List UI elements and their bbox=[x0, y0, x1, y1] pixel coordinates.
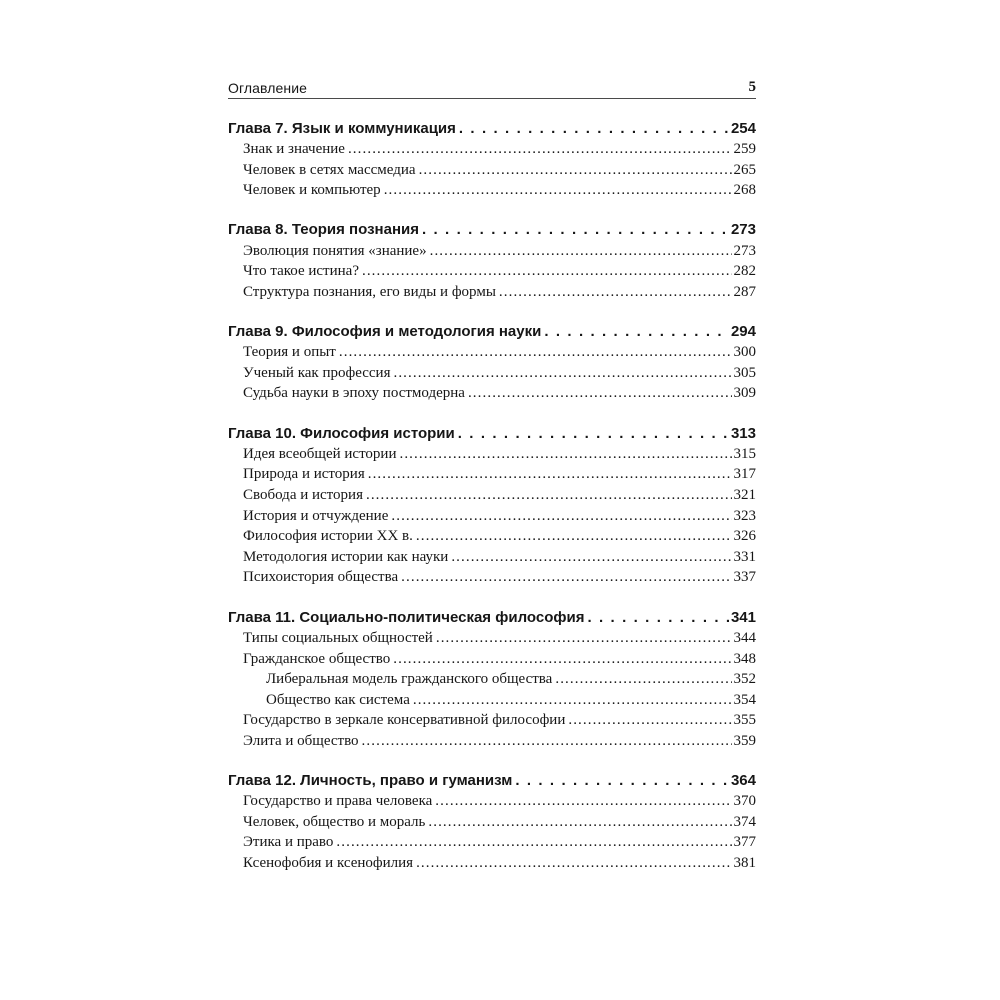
chapter-page: 364 bbox=[730, 772, 756, 789]
dot-leader bbox=[366, 487, 732, 504]
section-title: История и отчуждение bbox=[243, 508, 389, 524]
dot-leader bbox=[391, 508, 731, 525]
toc-section[interactable] bbox=[228, 508, 756, 528]
section-page: 352 bbox=[733, 671, 756, 687]
section-title: Эволюция понятия «знание» bbox=[243, 243, 427, 259]
toc-chapter-7[interactable] bbox=[228, 120, 756, 140]
section-title: Методология истории как науки bbox=[243, 549, 449, 565]
section-page: 265 bbox=[733, 162, 756, 178]
chapter-title: Глава 11. Социально-политическая философия bbox=[228, 609, 585, 626]
chapter-page: 254 bbox=[730, 120, 756, 137]
section-page: 305 bbox=[733, 365, 756, 381]
dot-leader bbox=[413, 692, 732, 709]
section-page: 309 bbox=[733, 385, 756, 401]
section-page: 344 bbox=[733, 630, 756, 646]
dot-leader bbox=[458, 425, 729, 442]
toc-section[interactable] bbox=[228, 630, 756, 650]
chapter-title: Глава 9. Философия и методология науки bbox=[228, 323, 542, 340]
section-title: Этика и право bbox=[243, 834, 334, 850]
toc-section[interactable] bbox=[228, 528, 756, 548]
section-title: Государство в зеркале консервативной философии bbox=[243, 712, 566, 728]
dot-leader bbox=[459, 120, 729, 137]
section-page: 354 bbox=[733, 692, 756, 708]
section-title: Гражданское общество bbox=[243, 651, 391, 667]
chapter-page: 273 bbox=[730, 221, 756, 238]
toc-section[interactable] bbox=[228, 814, 756, 834]
section-title: Типы социальных общностей bbox=[243, 630, 433, 646]
section-page: 317 bbox=[733, 466, 756, 482]
section-page: 268 bbox=[733, 182, 756, 198]
chapter-title: Глава 8. Теория познания bbox=[228, 221, 419, 238]
dot-leader bbox=[416, 855, 731, 872]
section-title: Человек и компьютер bbox=[243, 182, 381, 198]
dot-leader bbox=[422, 221, 729, 238]
dot-leader bbox=[555, 671, 731, 688]
toc-section[interactable] bbox=[228, 733, 756, 753]
toc-section[interactable] bbox=[228, 549, 756, 569]
toc-section[interactable] bbox=[228, 141, 756, 161]
section-title: Элита и общество bbox=[243, 733, 359, 749]
dot-leader bbox=[399, 446, 731, 463]
section-title: Судьба науки в эпоху постмодерна bbox=[243, 385, 465, 401]
section-title: Общество как система bbox=[266, 692, 410, 708]
toc-subsection[interactable] bbox=[228, 671, 756, 691]
section-title: Государство и права человека bbox=[243, 793, 433, 809]
section-page: 287 bbox=[733, 284, 756, 300]
toc-section[interactable] bbox=[228, 385, 756, 405]
section-page: 273 bbox=[733, 243, 756, 259]
section-page: 321 bbox=[733, 487, 756, 503]
section-page: 282 bbox=[733, 263, 756, 279]
dot-leader bbox=[336, 834, 731, 851]
chapter-title: Глава 12. Личность, право и гуманизм bbox=[228, 772, 513, 789]
toc-section[interactable] bbox=[228, 466, 756, 486]
dot-leader bbox=[568, 712, 731, 729]
toc-section[interactable] bbox=[228, 182, 756, 202]
section-title: Либеральная модель гражданского общества bbox=[266, 671, 553, 687]
dot-leader bbox=[419, 162, 732, 179]
toc-section[interactable] bbox=[228, 243, 756, 263]
section-page: 315 bbox=[733, 446, 756, 462]
section-page: 355 bbox=[733, 712, 756, 728]
section-title: Идея всеобщей истории bbox=[243, 446, 397, 462]
dot-leader bbox=[339, 344, 732, 361]
dot-leader bbox=[515, 772, 729, 789]
toc-section[interactable] bbox=[228, 793, 756, 813]
dot-leader bbox=[428, 814, 731, 831]
dot-leader bbox=[384, 182, 732, 199]
section-page: 323 bbox=[733, 508, 756, 524]
dot-leader bbox=[430, 243, 732, 260]
toc-section[interactable] bbox=[228, 569, 756, 589]
toc-chapter-11[interactable] bbox=[228, 609, 756, 629]
chapter-page: 341 bbox=[730, 609, 756, 626]
section-page: 377 bbox=[733, 834, 756, 850]
toc-section[interactable] bbox=[228, 162, 756, 182]
dot-leader bbox=[393, 365, 731, 382]
toc-subsection[interactable] bbox=[228, 692, 756, 712]
toc-section[interactable] bbox=[228, 855, 756, 875]
section-page: 370 bbox=[733, 793, 756, 809]
chapter-page: 313 bbox=[730, 425, 756, 442]
dot-leader bbox=[362, 733, 732, 750]
page-number: 5 bbox=[748, 79, 756, 95]
toc-section[interactable] bbox=[228, 263, 756, 283]
dot-leader bbox=[451, 549, 731, 566]
section-title: Теория и опыт bbox=[243, 344, 336, 360]
toc-section[interactable] bbox=[228, 651, 756, 671]
dot-leader bbox=[544, 323, 729, 340]
section-title: Психоистория общества bbox=[243, 569, 399, 585]
dot-leader bbox=[468, 385, 732, 402]
section-title: Знак и значение bbox=[243, 141, 345, 157]
toc-chapter-8[interactable] bbox=[228, 221, 756, 241]
section-title: Человек, общество и мораль bbox=[243, 814, 426, 830]
section-title: Природа и история bbox=[243, 466, 365, 482]
toc-section[interactable] bbox=[228, 834, 756, 854]
section-page: 331 bbox=[733, 549, 756, 565]
toc-section[interactable] bbox=[228, 365, 756, 385]
dot-leader bbox=[587, 609, 728, 626]
toc-chapter-12[interactable] bbox=[228, 772, 756, 792]
running-header bbox=[228, 78, 756, 99]
section-title: Ученый как профессия bbox=[243, 365, 391, 381]
dot-leader bbox=[368, 466, 732, 483]
section-title: Что такое истина? bbox=[243, 263, 359, 279]
toc-section[interactable] bbox=[228, 446, 756, 466]
dot-leader bbox=[499, 284, 732, 301]
dot-leader bbox=[348, 141, 732, 158]
section-title: Человек в сетях массмедиа bbox=[243, 162, 416, 178]
dot-leader bbox=[436, 630, 732, 647]
section-title: Структура познания, его виды и формы bbox=[243, 284, 496, 300]
section-page: 326 bbox=[733, 528, 756, 544]
dot-leader bbox=[393, 651, 731, 668]
toc-section[interactable] bbox=[228, 284, 756, 304]
section-title: Ксенофобия и ксенофилия bbox=[243, 855, 414, 871]
section-page: 337 bbox=[733, 569, 756, 585]
section-title: Философия истории XX в. bbox=[243, 528, 413, 544]
dot-leader bbox=[435, 793, 731, 810]
section-page: 381 bbox=[733, 855, 756, 871]
toc-section[interactable] bbox=[228, 712, 756, 732]
dot-leader bbox=[362, 263, 732, 280]
dot-leader bbox=[416, 528, 732, 545]
section-title: Свобода и история bbox=[243, 487, 363, 503]
running-header-title: Оглавление bbox=[228, 80, 308, 96]
chapter-page: 294 bbox=[730, 323, 756, 340]
toc-section[interactable] bbox=[228, 344, 756, 364]
section-page: 374 bbox=[733, 814, 756, 830]
section-page: 359 bbox=[733, 733, 756, 749]
chapter-title: Глава 7. Язык и коммуникация bbox=[228, 120, 456, 137]
section-page: 300 bbox=[733, 344, 756, 360]
chapter-title: Глава 10. Философия истории bbox=[228, 425, 455, 442]
toc-chapter-10[interactable] bbox=[228, 425, 756, 445]
section-page: 348 bbox=[733, 651, 756, 667]
section-page: 259 bbox=[733, 141, 756, 157]
toc-section[interactable] bbox=[228, 487, 756, 507]
toc-chapter-9[interactable] bbox=[228, 323, 756, 343]
dot-leader bbox=[401, 569, 731, 586]
